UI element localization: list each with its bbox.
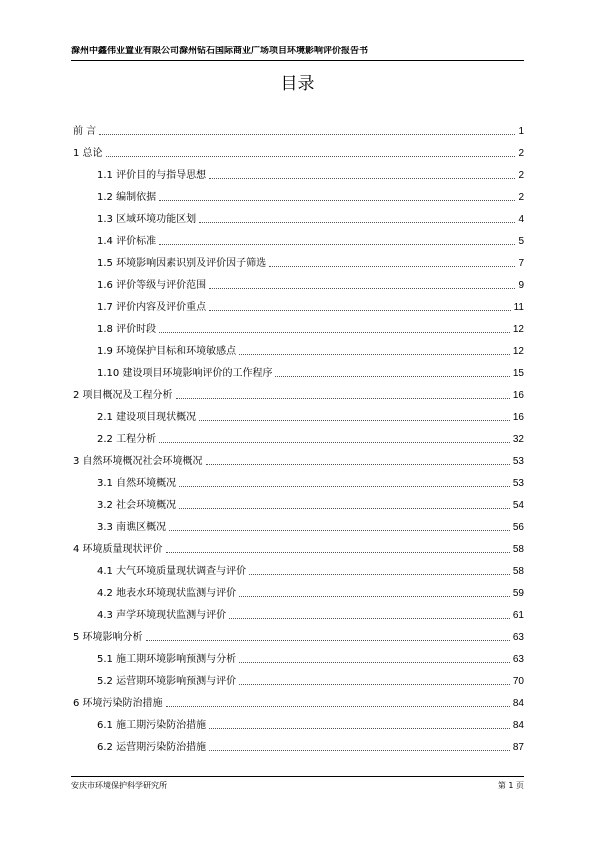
toc-entry-label: 1.2 编制依据 — [97, 192, 157, 203]
toc-entry-page: 1 — [518, 126, 524, 137]
toc-entry-label: 1.3 区域环境功能区划 — [97, 214, 197, 225]
toc-entry-label: 1 总论 — [73, 148, 103, 159]
toc-entry[interactable] — [73, 647, 524, 669]
toc-entry-page: 53 — [512, 478, 524, 489]
toc-entry-page: 12 — [512, 346, 524, 357]
toc-dot-leader — [209, 750, 510, 751]
footer-organization: 安庆市环境保护科学研究所 — [71, 781, 167, 790]
toc-entry-page: 87 — [512, 742, 524, 753]
toc-entry[interactable] — [73, 295, 524, 317]
toc-entry-label: 2.2 工程分析 — [97, 434, 157, 445]
toc-dot-leader — [209, 728, 510, 729]
toc-entry[interactable] — [73, 383, 524, 405]
toc-entry[interactable] — [73, 691, 524, 713]
toc-entry[interactable] — [73, 273, 524, 295]
toc-dot-leader — [239, 354, 510, 355]
toc-entry[interactable] — [73, 207, 524, 229]
toc-dot-leader — [239, 596, 510, 597]
toc-entry-page: 11 — [513, 302, 524, 313]
toc-dot-leader — [169, 530, 510, 531]
toc-entry-page: 32 — [512, 434, 524, 445]
toc-entry[interactable] — [73, 559, 524, 581]
toc-dot-leader — [166, 706, 510, 707]
toc-dot-leader — [239, 662, 510, 663]
toc-entry[interactable] — [73, 515, 524, 537]
toc-entry-label: 1.6 评价等级与评价范围 — [97, 280, 207, 291]
toc-entry-page: 16 — [512, 412, 524, 423]
toc-entry[interactable] — [73, 537, 524, 559]
toc-entry[interactable] — [73, 317, 524, 339]
toc-entry-label: 3.1 自然环境概况 — [97, 478, 177, 489]
toc-entry-label: 前 言 — [73, 126, 97, 137]
toc-entry-label: 2.1 建设项目现状概况 — [97, 412, 197, 423]
header-divider — [71, 60, 524, 61]
page-title: 目录 — [280, 74, 315, 94]
toc-dot-leader — [269, 266, 515, 267]
toc-entry-label: 5.1 施工期环境影响预测与分析 — [97, 654, 237, 665]
toc-entry-page: 61 — [512, 610, 524, 621]
toc-dot-leader — [239, 684, 510, 685]
toc-entry-label: 2 项目概况及工程分析 — [73, 390, 173, 401]
toc-entry-page: 2 — [518, 148, 524, 159]
toc-dot-leader — [229, 618, 510, 619]
toc-entry[interactable] — [73, 581, 524, 603]
toc-entry-page: 84 — [512, 720, 524, 731]
toc-entry-label: 4.2 地表水环境现状监测与评价 — [97, 588, 237, 599]
toc-dot-leader — [206, 464, 510, 465]
toc-entry-label: 6 环境污染防治措施 — [73, 698, 163, 709]
toc-dot-leader — [159, 200, 515, 201]
toc-entry-page: 58 — [512, 544, 524, 555]
toc-entry-label: 4 环境质量现状评价 — [73, 544, 163, 555]
toc-dot-leader — [179, 486, 510, 487]
toc-dot-leader — [146, 640, 510, 641]
toc-entry-page: 7 — [518, 258, 524, 269]
toc-entry[interactable] — [73, 603, 524, 625]
toc-entry[interactable] — [73, 735, 524, 757]
toc-entry-label: 1.5 环境影响因素识别及评价因子筛选 — [97, 258, 267, 269]
toc-entry-label: 1.9 环境保护目标和环境敏感点 — [97, 346, 237, 357]
toc-dot-leader — [176, 398, 510, 399]
toc-entry-page: 16 — [512, 390, 524, 401]
toc-dot-leader — [209, 288, 515, 289]
toc-entry-label: 1.1 评价目的与指导思想 — [97, 170, 207, 181]
toc-entry-page: 70 — [512, 676, 524, 687]
toc-entry-page: 54 — [512, 500, 524, 511]
toc-dot-leader — [249, 574, 510, 575]
toc-entry[interactable] — [73, 185, 524, 207]
toc-dot-leader — [209, 310, 511, 311]
toc-entry-label: 1.7 评价内容及评价重点 — [97, 302, 207, 313]
toc-entry[interactable] — [73, 449, 524, 471]
toc-entry-page: 63 — [512, 654, 524, 665]
toc-entry-page: 4 — [518, 214, 524, 225]
toc-entry-label: 3 自然环境概况社会环境概况 — [73, 456, 203, 467]
toc-dot-leader — [199, 222, 515, 223]
toc-entry-page: 53 — [512, 456, 524, 467]
toc-dot-leader — [99, 134, 515, 135]
toc-entry[interactable] — [73, 339, 524, 361]
toc-entry[interactable] — [73, 669, 524, 691]
toc-entry[interactable] — [73, 251, 524, 273]
toc-entry[interactable] — [73, 427, 524, 449]
toc-entry-label: 3.3 南谯区概况 — [97, 522, 167, 533]
toc-entry-page: 15 — [512, 368, 524, 379]
toc-entry[interactable] — [73, 141, 524, 163]
toc-entry-label: 1.10 建设项目环境影响评价的工作程序 — [97, 368, 273, 379]
toc-entry-label: 6.1 施工期污染防治措施 — [97, 720, 207, 731]
toc-entry-page: 12 — [512, 324, 524, 335]
toc-entry-page: 9 — [518, 280, 524, 291]
toc-dot-leader — [166, 552, 510, 553]
toc-entry-label: 6.2 运营期污染防治措施 — [97, 742, 207, 753]
toc-entry-label: 5 环境影响分析 — [73, 632, 143, 643]
toc-entry[interactable] — [73, 713, 524, 735]
toc-entry[interactable] — [73, 229, 524, 251]
toc-dot-leader — [106, 156, 516, 157]
toc-entry-page: 63 — [512, 632, 524, 643]
page-header: 滁州中鑫伟业置业有限公司滁州钻石国际商业广场项目环境影响评价报告书 — [71, 46, 369, 56]
toc-entry-page: 84 — [512, 698, 524, 709]
toc-entry-label: 1.4 评价标准 — [97, 236, 157, 247]
toc-dot-leader — [275, 376, 509, 377]
toc-entry[interactable] — [73, 163, 524, 185]
toc-entry-page: 2 — [518, 170, 524, 181]
toc-entry-label: 1.8 评价时段 — [97, 324, 157, 335]
toc-entry-label: 4.1 大气环境质量现状调查与评价 — [97, 566, 247, 577]
toc-entry[interactable] — [73, 405, 524, 427]
toc-entry-page: 58 — [512, 566, 524, 577]
toc-entry-page: 56 — [512, 522, 524, 533]
toc-entry-page: 5 — [518, 236, 524, 247]
toc-entry[interactable] — [73, 493, 524, 515]
toc-entry-page: 2 — [518, 192, 524, 203]
toc-entry-label: 5.2 运营期环境影响预测与评价 — [97, 676, 237, 687]
toc-dot-leader — [159, 442, 510, 443]
toc-dot-leader — [179, 508, 510, 509]
toc-entry[interactable] — [73, 119, 524, 141]
table-of-contents — [73, 119, 524, 757]
toc-dot-leader — [159, 244, 515, 245]
toc-entry[interactable] — [73, 361, 524, 383]
toc-entry[interactable] — [73, 625, 524, 647]
toc-entry-label: 3.2 社会环境概况 — [97, 500, 177, 511]
footer-divider — [71, 776, 524, 777]
toc-dot-leader — [199, 420, 510, 421]
toc-dot-leader — [209, 178, 515, 179]
toc-dot-leader — [159, 332, 510, 333]
toc-entry[interactable] — [73, 471, 524, 493]
toc-entry-page: 59 — [512, 588, 524, 599]
footer-page-number: 第 1 页 — [497, 781, 524, 790]
toc-entry-label: 4.3 声学环境现状监测与评价 — [97, 610, 227, 621]
